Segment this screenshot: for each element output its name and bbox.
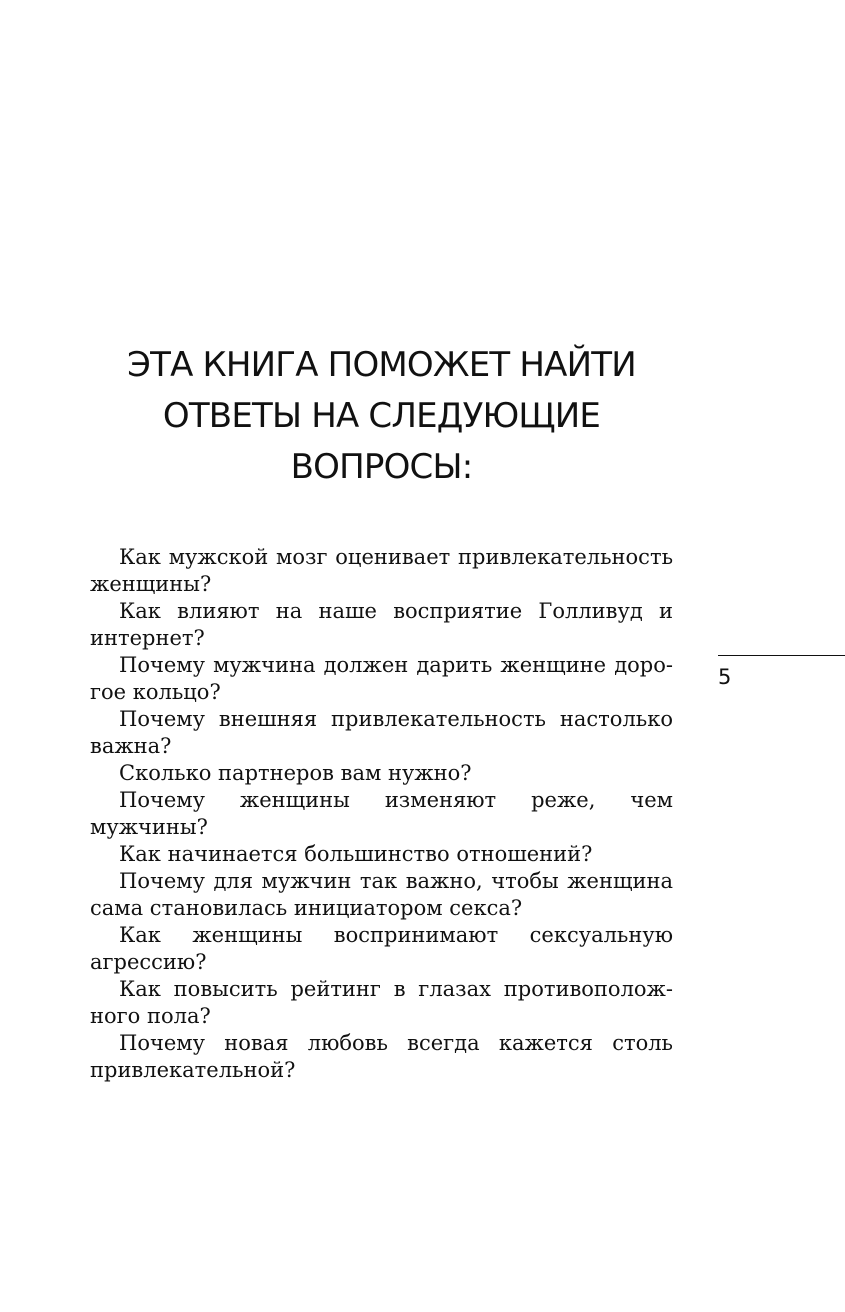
question-item: Как мужской мозг оценивает привлекательность женщины?: [90, 545, 673, 596]
question-item: Почему для мужчин так важно, чтобы женщина сама становилась инициатором секса?: [90, 869, 673, 920]
question-list: [90, 544, 673, 1084]
question-item: Как влияют на наше восприятие Голливуд и интернет?: [90, 599, 673, 650]
question-item: Почему внешняя привлекательность настолько важна?: [90, 707, 673, 758]
question-item: Как повысить рейтинг в глазах противоположного пола?: [90, 977, 673, 1028]
title-line-1: ЭТА КНИГА ПОМОЖЕТ НАЙТИ: [127, 345, 636, 385]
page-number-rule: [718, 655, 845, 656]
question-item: Как женщины воспринимают сексуальную агрессию?: [90, 923, 673, 974]
page-title: [90, 340, 673, 493]
question-item: Как начинается большинство отношений?: [119, 842, 593, 866]
question-item: Почему мужчина должен дарить женщине дорогое кольцо?: [90, 653, 673, 704]
page-number: 5: [718, 665, 732, 689]
question-item: Сколько партнеров вам нужно?: [119, 761, 472, 785]
question-item: Почему женщины изменяют реже, чем мужчины?: [90, 788, 673, 839]
question-item: Почему новая любовь всегда кажется столь привлекательной?: [90, 1031, 673, 1082]
title-line-3: ВОПРОСЫ:: [290, 447, 473, 487]
title-line-2: ОТВЕТЫ НА СЛЕДУЮЩИЕ: [162, 396, 601, 436]
